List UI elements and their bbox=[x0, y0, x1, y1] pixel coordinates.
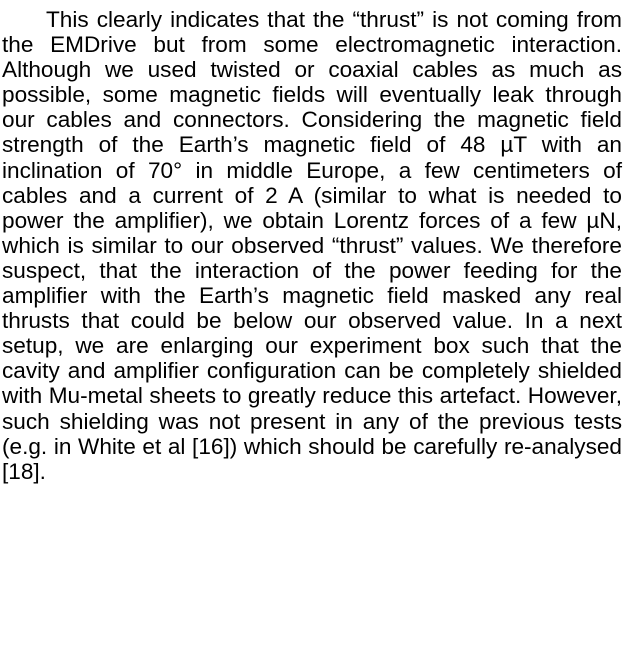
body-paragraph: This clearly indicates that the “thrust” is not coming from the EMDrive but from some electromagnetic interaction. Although we used twisted or coaxial cables as much as possible, some magnetic fields will eventually leak through our cables and connectors. Considering the magnetic field strength of the Earth’s magnetic field of 48 µT with an inclination of 70° in middle Europe, a few centimeters of cables and a current of 2 A (similar to what is needed to power the amplifier), we obtain Lorentz forces of a few µN, which is similar to our observed “thrust” values. We therefore suspect, that the interaction of the power feeding for the amplifier with the Earth’s magnetic field masked any real thrusts that could be below our observed value. In a next setup, we are enlarging our experiment box such that the cavity and amplifier configuration can be completely shielded with Mu-metal sheets to greatly reduce this artefact. However, such shielding was not present in any of the previous tests (e.g. in White et al [16]) which should be carefully re-analysed [18]. bbox=[2, 7, 622, 484]
